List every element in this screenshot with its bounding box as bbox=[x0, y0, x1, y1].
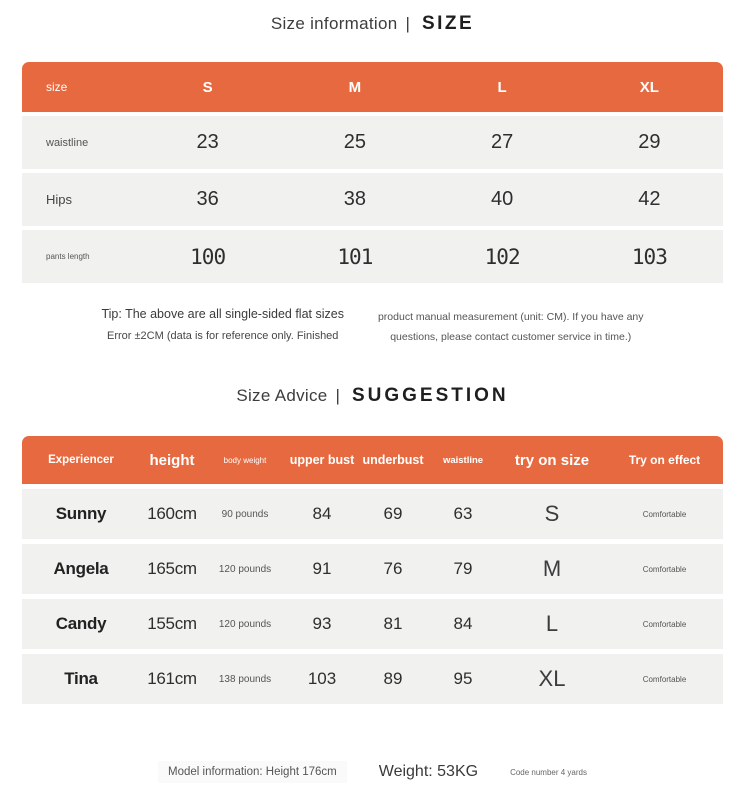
model-info-text: Model information: Height 176cm bbox=[158, 761, 347, 783]
experiencer-height: 165cm bbox=[147, 559, 197, 578]
experiencer-name: Sunny bbox=[55, 504, 107, 523]
size-header-label: size bbox=[46, 80, 68, 94]
upper-bust-value: 103 bbox=[307, 669, 337, 688]
size-table-row-waistline bbox=[22, 116, 723, 169]
suggestion-row-sunny bbox=[22, 489, 723, 539]
tip-line-4: questions, please contact customer service in time.) bbox=[390, 331, 632, 343]
tip-line-2: Error ±2CM (data is for reference only. Finished bbox=[107, 330, 339, 342]
suggestion-row-angela bbox=[22, 544, 723, 594]
header-waistline: waistline bbox=[442, 454, 484, 466]
try-on-size-value: XL bbox=[538, 666, 566, 691]
experiencer-weight: 120 pounds bbox=[218, 563, 272, 575]
experiencer-weight: 138 pounds bbox=[218, 673, 272, 685]
size-header-xl: XL bbox=[639, 78, 659, 96]
tip-right-column bbox=[378, 307, 644, 347]
header-body-weight: body weight bbox=[223, 455, 267, 465]
experiencer-name: Candy bbox=[55, 614, 107, 633]
suggestion-row-tina bbox=[22, 654, 723, 704]
waistline-value: 63 bbox=[453, 504, 473, 523]
pants-length-m: 101 bbox=[337, 244, 373, 269]
upper-bust-value: 91 bbox=[312, 559, 332, 578]
hips-s: 36 bbox=[196, 188, 219, 210]
experiencer-weight: 120 pounds bbox=[218, 618, 272, 630]
try-on-size-value: L bbox=[545, 611, 559, 636]
pants-length-l: 102 bbox=[484, 244, 520, 269]
try-on-size-value: S bbox=[544, 501, 560, 526]
size-table-row-hips bbox=[22, 173, 723, 226]
header-height: height bbox=[149, 451, 195, 469]
model-info-bar bbox=[22, 761, 723, 783]
size-header-s: S bbox=[202, 78, 213, 96]
header-upper-bust: upper bust bbox=[289, 453, 355, 467]
waistline-value: 95 bbox=[453, 669, 473, 688]
waistline-m: 25 bbox=[343, 131, 366, 153]
try-on-effect-value: Comfortable bbox=[642, 564, 687, 574]
experiencer-height: 161cm bbox=[147, 669, 197, 688]
size-table-row-pants-length bbox=[22, 230, 723, 283]
size-advice-title-text: Size Advice bbox=[236, 386, 328, 405]
waistline-value: 84 bbox=[453, 614, 473, 633]
underbust-value: 81 bbox=[383, 614, 403, 633]
experiencer-height: 160cm bbox=[147, 504, 197, 523]
title-divider: | bbox=[335, 386, 340, 405]
row-label: pants length bbox=[46, 252, 90, 261]
suggestion-table bbox=[22, 436, 723, 704]
size-header-l: L bbox=[497, 78, 507, 96]
measurement-tip bbox=[22, 307, 723, 347]
experiencer-height: 155cm bbox=[147, 614, 197, 633]
pants-length-s: 100 bbox=[190, 244, 226, 269]
waistline-value: 79 bbox=[453, 559, 473, 578]
upper-bust-value: 84 bbox=[312, 504, 332, 523]
size-info-title-text: Size information bbox=[270, 14, 398, 33]
underbust-value: 69 bbox=[383, 504, 403, 523]
row-label: Hips bbox=[46, 192, 73, 207]
row-label: waistline bbox=[46, 136, 89, 149]
tip-line-1: Tip: The above are all single-sided flat sizes bbox=[101, 307, 344, 321]
try-on-effect-value: Comfortable bbox=[642, 674, 687, 684]
size-table-header bbox=[22, 62, 723, 112]
tip-line-3: product manual measurement (unit: CM). If you have any bbox=[377, 311, 644, 323]
underbust-value: 76 bbox=[383, 559, 403, 578]
experiencer-weight: 90 pounds bbox=[221, 508, 269, 520]
suggestion-table-header bbox=[22, 436, 723, 484]
upper-bust-value: 93 bbox=[312, 614, 332, 633]
experiencer-name: Tina bbox=[64, 669, 98, 688]
header-experiencer: Experiencer bbox=[48, 454, 114, 466]
pants-length-xl: 103 bbox=[631, 244, 667, 269]
header-try-on-effect: Try on effect bbox=[628, 453, 701, 467]
model-code-text: Code number 4 yards bbox=[510, 767, 587, 777]
try-on-effect-value: Comfortable bbox=[642, 509, 687, 519]
suggestion-row-candy bbox=[22, 599, 723, 649]
hips-m: 38 bbox=[343, 188, 366, 210]
waistline-s: 23 bbox=[196, 131, 219, 153]
underbust-value: 89 bbox=[383, 669, 403, 688]
hips-l: 40 bbox=[491, 188, 514, 210]
try-on-effect-value: Comfortable bbox=[642, 619, 687, 629]
title-divider: | bbox=[405, 14, 410, 33]
waistline-l: 27 bbox=[491, 131, 514, 153]
tip-left-column bbox=[101, 307, 344, 342]
size-advice-title-en: SUGGESTION bbox=[351, 385, 509, 406]
hips-xl: 42 bbox=[638, 188, 661, 210]
waistline-xl: 29 bbox=[638, 131, 661, 153]
header-underbust: underbust bbox=[362, 453, 424, 467]
size-header-m: M bbox=[348, 78, 362, 96]
size-table bbox=[22, 62, 723, 283]
header-try-on-size: try on size bbox=[514, 451, 590, 469]
try-on-size-value: M bbox=[542, 556, 562, 581]
experiencer-name: Angela bbox=[53, 559, 109, 578]
size-info-title bbox=[22, 0, 723, 35]
model-weight-text: Weight: 53KG bbox=[378, 763, 479, 780]
size-info-title-en: SIZE bbox=[421, 13, 475, 34]
size-advice-title bbox=[22, 385, 723, 407]
